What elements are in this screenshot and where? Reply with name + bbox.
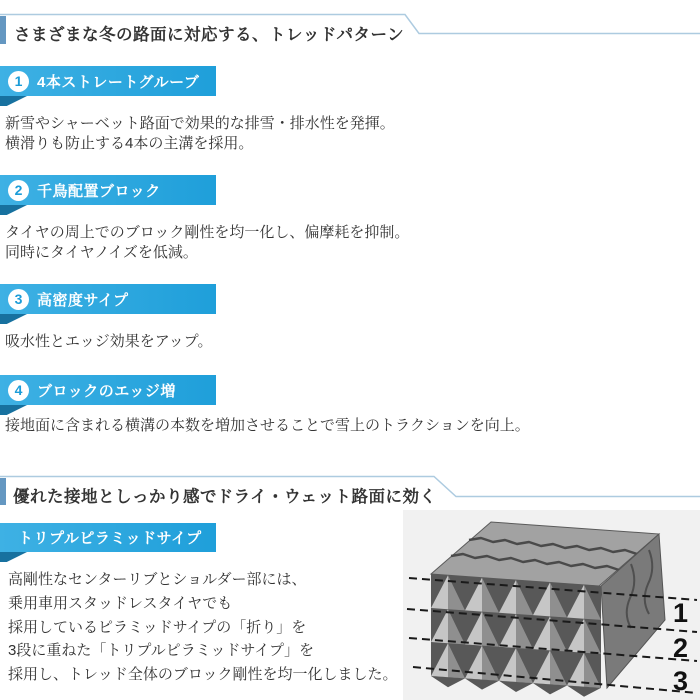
tier-number-3: 3 xyxy=(673,666,689,696)
section1-number-icon: 1 xyxy=(8,71,29,92)
tread-block-illustration xyxy=(403,510,700,700)
section2-description xyxy=(5,223,409,263)
section3-label: 高密度サイプ xyxy=(37,291,129,309)
feature-desc-line3: 採用しているピラミッドサイプの「折り」を xyxy=(8,618,307,636)
section2-number-icon: 2 xyxy=(8,180,29,201)
header2-title: 優れた接地としっかり感でドライ・ウェット路面に効く xyxy=(13,488,437,506)
section2-desc-line2: 同時にタイヤノイズを低減。 xyxy=(5,244,198,261)
section2-label: 千鳥配置ブロック xyxy=(37,182,161,200)
section2-badge xyxy=(0,175,216,205)
feature-badge-fold xyxy=(0,552,27,562)
section3-badge-fold xyxy=(0,314,27,324)
tier-number-2: 2 xyxy=(673,633,689,663)
section2-desc-line1: タイヤの周上でのブロック剛性を均一化し、偏摩耗を抑制。 xyxy=(5,224,410,241)
feature-label: トリプルピラミッドサイプ xyxy=(18,530,202,547)
feature-desc-line2: 乗用車用スタッドレスタイヤでも xyxy=(8,594,233,612)
section4-badge xyxy=(0,375,216,405)
section1-badge xyxy=(0,66,216,96)
section4-badge-fold xyxy=(0,405,27,415)
section4-number-icon: 4 xyxy=(8,380,29,401)
header1-title: さまざまな冬の路面に対応する、トレッドパターン xyxy=(14,26,405,44)
feature-desc-line4: 3段に重ねた「トリプルピラミッドサイプ」を xyxy=(8,642,314,660)
feature-desc-line5: 採用し、トレッド全体のブロック剛性を均一化しました。 xyxy=(8,666,398,684)
section3-desc-line1: 吸水性とエッジ効果をアップ。 xyxy=(5,333,213,350)
section1-description xyxy=(5,114,395,154)
feature-badge xyxy=(0,523,216,552)
section4-label: ブロックのエッジ増 xyxy=(37,382,176,400)
section1-label: 4本ストレートグルーブ xyxy=(37,73,200,91)
block-front-pyramid-facets xyxy=(431,574,601,698)
section1-desc-line2: 横滑りも防止する4本の主溝を採用。 xyxy=(5,135,254,152)
tier-number-1: 1 xyxy=(673,598,689,628)
feature-description xyxy=(8,568,398,687)
section1-badge-fold xyxy=(0,96,27,106)
feature-desc-line1: 高剛性なセンターリブとショルダー部には、 xyxy=(8,571,307,588)
header1-accent-bar xyxy=(0,16,6,44)
header2-accent-bar xyxy=(0,478,6,505)
section3-number-icon: 3 xyxy=(8,289,29,310)
section2-badge-fold xyxy=(0,205,27,215)
section1-desc-line1: 新雪やシャーベット路面で効果的な排雪・排水性を発揮。 xyxy=(5,115,395,132)
section4-desc-line1: 接地面に含まれる横溝の本数を増加させることで雪上のトラクションを向上。 xyxy=(5,417,530,434)
section3-description xyxy=(5,332,212,352)
section3-badge xyxy=(0,284,216,314)
section4-description xyxy=(5,416,530,436)
